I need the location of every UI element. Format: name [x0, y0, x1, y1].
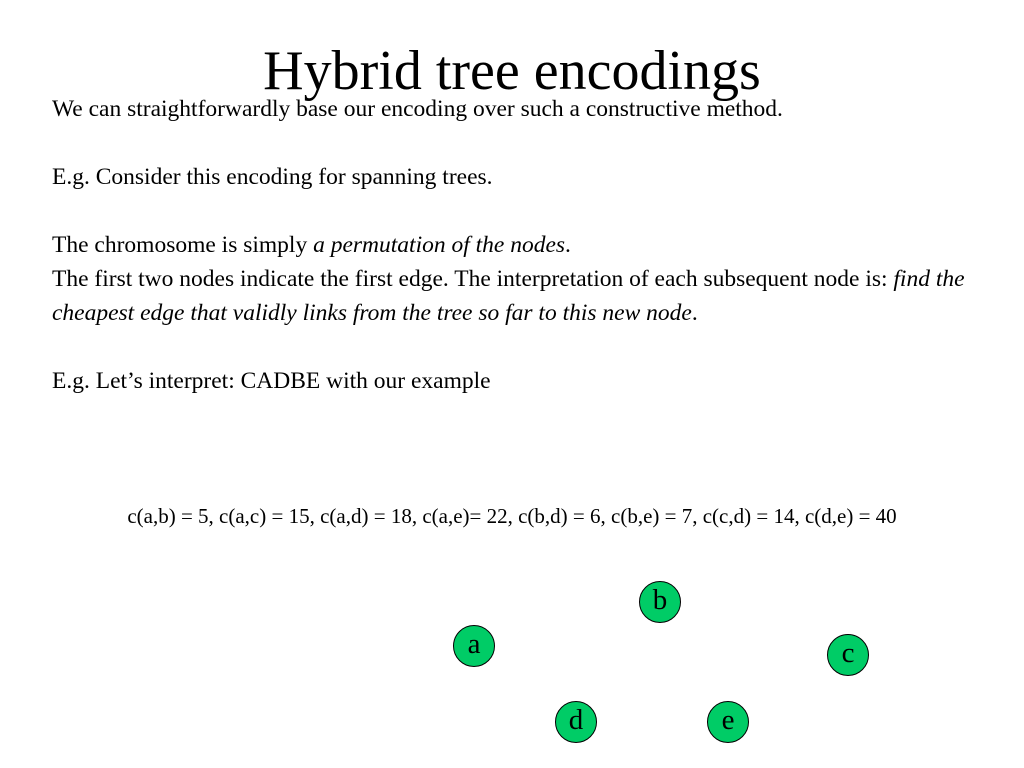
paragraph-interpret-example: E.g. Let’s interpret: CADBE with our example	[52, 368, 491, 394]
edge-costs: c(a,b) = 5, c(a,c) = 15, c(a,d) = 18, c(a,e)= 22, c(b,d) = 6, c(b,e) = 7, c(c,d) = 14, c(d,e) = 40	[127, 504, 897, 528]
interpretation-period: .	[691, 300, 698, 326]
slide-title: Hybrid tree encodings	[263, 40, 761, 102]
interpretation-text: The first two nodes indicate the first edge. The interpretation of each subsequent node is:	[52, 266, 894, 292]
slide-body	[52, 92, 972, 398]
paragraph-intro: We can straightforwardly base our encoding over such a constructive method.	[52, 96, 783, 122]
interpretation-emphasis: find the cheapest edge that validly links from the tree so far to this new node	[52, 266, 965, 326]
graph-node-d: d	[555, 701, 597, 743]
paragraph-interpretation	[52, 262, 972, 330]
chromosome-period: .	[565, 232, 571, 258]
chromosome-text: The chromosome is simply	[52, 232, 314, 258]
paragraph-example: E.g. Consider this encoding for spanning trees.	[52, 164, 493, 190]
chromosome-emphasis: a permutation of the nodes	[313, 232, 566, 258]
graph-node-c: c	[827, 634, 869, 676]
graph-node-a: a	[453, 625, 495, 667]
graph-node-b: b	[639, 581, 681, 623]
paragraph-chromosome	[52, 228, 972, 262]
graph-node-e: e	[707, 701, 749, 743]
